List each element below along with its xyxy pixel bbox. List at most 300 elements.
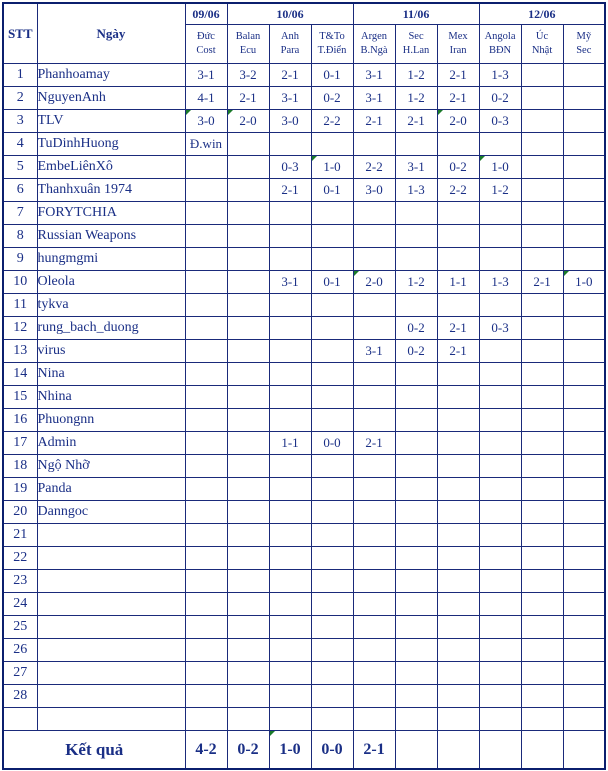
prediction-cell: 2-1 (437, 64, 479, 87)
prediction-cell: 1-1 (437, 271, 479, 294)
player-name: Nhina (37, 386, 185, 409)
ngay-header: Ngày (37, 3, 185, 64)
row-number: 2 (3, 87, 37, 110)
prediction-cell (395, 570, 437, 593)
match-header (395, 25, 437, 64)
match-team1: Sec (408, 31, 424, 42)
match-team1: Balan (235, 31, 261, 42)
row-number: 21 (3, 524, 37, 547)
prediction-cell (563, 156, 605, 179)
prediction-cell: 1-3 (479, 271, 521, 294)
prediction-cell (185, 409, 227, 432)
date-header: 10/06 (227, 3, 353, 25)
player-name: NguyenAnh (37, 87, 185, 110)
prediction-cell (395, 248, 437, 271)
prediction-cell (185, 570, 227, 593)
player-name: Admin (37, 432, 185, 455)
table-row (3, 248, 605, 271)
prediction-cell (395, 501, 437, 524)
prediction-cell (353, 202, 395, 225)
prediction-cell (521, 202, 563, 225)
prediction-cell (563, 708, 605, 731)
prediction-cell (395, 363, 437, 386)
player-name: Thanhxuân 1974 (37, 179, 185, 202)
prediction-cell (521, 386, 563, 409)
prediction-cell (437, 386, 479, 409)
prediction-cell (479, 662, 521, 685)
prediction-cell: 0-3 (269, 156, 311, 179)
match-header (479, 25, 521, 64)
prediction-cell (479, 432, 521, 455)
prediction-cell: 4-1 (185, 87, 227, 110)
table-row (3, 593, 605, 616)
prediction-cell (227, 708, 269, 731)
prediction-cell (311, 501, 353, 524)
prediction-cell: 1-0 (563, 271, 605, 294)
match-header (521, 25, 563, 64)
prediction-cell (563, 133, 605, 156)
prediction-cell (311, 662, 353, 685)
prediction-cell (479, 708, 521, 731)
player-name (37, 708, 185, 731)
prediction-cell (479, 363, 521, 386)
prediction-cell (185, 432, 227, 455)
prediction-cell (437, 593, 479, 616)
prediction-cell: 2-1 (437, 87, 479, 110)
result-score (479, 731, 521, 770)
prediction-cell (437, 708, 479, 731)
table-row (3, 662, 605, 685)
prediction-cell (269, 547, 311, 570)
prediction-cell (395, 639, 437, 662)
prediction-cell: 0-3 (479, 317, 521, 340)
prediction-cell (353, 501, 395, 524)
row-number: 9 (3, 248, 37, 271)
result-score: 0-2 (227, 731, 269, 770)
row-number: 17 (3, 432, 37, 455)
prediction-cell (185, 501, 227, 524)
prediction-cell (437, 294, 479, 317)
prediction-cell (353, 593, 395, 616)
player-name: Russian Weapons (37, 225, 185, 248)
prediction-cell (269, 662, 311, 685)
prediction-cell (311, 547, 353, 570)
prediction-cell (395, 708, 437, 731)
prediction-cell: 1-0 (311, 156, 353, 179)
prediction-cell (395, 133, 437, 156)
prediction-cell: 1-2 (479, 179, 521, 202)
prediction-cell (269, 294, 311, 317)
prediction-cell (269, 225, 311, 248)
prediction-cell (227, 547, 269, 570)
prediction-cell (185, 225, 227, 248)
prediction-cell (227, 662, 269, 685)
date-header: 11/06 (353, 3, 479, 25)
player-name: rung_bach_duong (37, 317, 185, 340)
prediction-cell: 2-2 (311, 110, 353, 133)
prediction-cell (353, 133, 395, 156)
prediction-cell (227, 294, 269, 317)
prediction-cell (227, 202, 269, 225)
prediction-cell: 3-1 (353, 64, 395, 87)
prediction-cell: 3-0 (269, 110, 311, 133)
prediction-cell (563, 478, 605, 501)
prediction-cell: 2-1 (227, 87, 269, 110)
result-score: 2-1 (353, 731, 395, 770)
row-number: 24 (3, 593, 37, 616)
prediction-cell (353, 386, 395, 409)
row-number: 10 (3, 271, 37, 294)
prediction-cell (479, 455, 521, 478)
prediction-cell (227, 179, 269, 202)
prediction-cell (227, 570, 269, 593)
prediction-cell (563, 202, 605, 225)
prediction-cell: 2-1 (353, 110, 395, 133)
player-name: Ngộ Nhỡ (37, 455, 185, 478)
prediction-cell (227, 317, 269, 340)
row-number: 19 (3, 478, 37, 501)
prediction-cell (521, 363, 563, 386)
prediction-cell (311, 340, 353, 363)
prediction-cell: 0-1 (311, 64, 353, 87)
prediction-cell (437, 570, 479, 593)
prediction-cell: 1-3 (479, 64, 521, 87)
prediction-cell (479, 225, 521, 248)
prediction-cell (479, 478, 521, 501)
prediction-cell (227, 340, 269, 363)
table-row (3, 616, 605, 639)
prediction-cell (311, 708, 353, 731)
prediction-cell (479, 202, 521, 225)
prediction-cell (521, 294, 563, 317)
player-name: hungmgmi (37, 248, 185, 271)
table-row (3, 455, 605, 478)
prediction-cell (227, 156, 269, 179)
player-name: tykva (37, 294, 185, 317)
prediction-cell (563, 225, 605, 248)
prediction-cell (521, 593, 563, 616)
prediction-cell (437, 225, 479, 248)
prediction-cell (227, 478, 269, 501)
match-team2: Ecu (239, 45, 257, 56)
prediction-cell (563, 524, 605, 547)
result-score (521, 731, 563, 770)
prediction-cell (395, 225, 437, 248)
prediction-cell: 3-1 (353, 87, 395, 110)
prediction-cell: 3-1 (269, 271, 311, 294)
prediction-cell (269, 524, 311, 547)
prediction-cell (521, 478, 563, 501)
prediction-cell (185, 386, 227, 409)
prediction-cell (521, 524, 563, 547)
match-team2: Cost (196, 45, 216, 56)
prediction-cell: 0-3 (479, 110, 521, 133)
prediction-cell (185, 593, 227, 616)
prediction-cell (395, 662, 437, 685)
prediction-cell (563, 455, 605, 478)
prediction-cell (395, 547, 437, 570)
prediction-cell (227, 593, 269, 616)
prediction-cell (521, 64, 563, 87)
prediction-cell (185, 455, 227, 478)
row-number: 13 (3, 340, 37, 363)
table-row (3, 133, 605, 156)
match-team2: B.Ngà (360, 45, 388, 56)
prediction-cell (185, 294, 227, 317)
prediction-cell (311, 202, 353, 225)
prediction-cell (437, 455, 479, 478)
prediction-cell: 0-2 (479, 87, 521, 110)
table-row (3, 225, 605, 248)
prediction-cell (185, 616, 227, 639)
result-score: 0-0 (311, 731, 353, 770)
player-name (37, 616, 185, 639)
table-row (3, 501, 605, 524)
prediction-cell: 1-0 (479, 156, 521, 179)
prediction-cell (521, 340, 563, 363)
row-number: 12 (3, 317, 37, 340)
prediction-cell (563, 386, 605, 409)
prediction-cell (185, 248, 227, 271)
prediction-cell (563, 110, 605, 133)
prediction-cell (563, 432, 605, 455)
prediction-cell (521, 87, 563, 110)
prediction-cell: 2-1 (437, 317, 479, 340)
prediction-cell (353, 662, 395, 685)
match-header (269, 25, 311, 64)
match-team2: BĐN (488, 45, 512, 56)
prediction-cell (563, 662, 605, 685)
prediction-cell (437, 363, 479, 386)
prediction-cell (437, 616, 479, 639)
prediction-cell (479, 570, 521, 593)
prediction-cell (311, 593, 353, 616)
prediction-cell (311, 616, 353, 639)
prediction-cell (185, 271, 227, 294)
prediction-cell: 2-2 (437, 179, 479, 202)
player-name: Nina (37, 363, 185, 386)
prediction-cell (479, 685, 521, 708)
prediction-cell (521, 110, 563, 133)
prediction-cell (227, 248, 269, 271)
prediction-cell (185, 340, 227, 363)
prediction-cell (521, 662, 563, 685)
row-number: 16 (3, 409, 37, 432)
prediction-cell: 1-2 (395, 87, 437, 110)
row-number: 4 (3, 133, 37, 156)
player-name (37, 662, 185, 685)
result-score (563, 731, 605, 770)
prediction-cell: 2-1 (521, 271, 563, 294)
prediction-cell: 3-1 (269, 87, 311, 110)
result-score (395, 731, 437, 770)
prediction-cell: 3-1 (185, 64, 227, 87)
prediction-cell (227, 501, 269, 524)
prediction-cell (353, 294, 395, 317)
row-number: 15 (3, 386, 37, 409)
prediction-cell (479, 547, 521, 570)
prediction-cell (521, 639, 563, 662)
prediction-cell: 3-0 (353, 179, 395, 202)
prediction-cell (437, 248, 479, 271)
prediction-cell (269, 570, 311, 593)
prediction-cell (311, 639, 353, 662)
prediction-cell (353, 225, 395, 248)
prediction-cell (437, 478, 479, 501)
prediction-cell (479, 501, 521, 524)
prediction-cell (311, 455, 353, 478)
prediction-cell: 2-1 (353, 432, 395, 455)
table-row (3, 409, 605, 432)
prediction-cell (185, 478, 227, 501)
prediction-cell (395, 202, 437, 225)
prediction-cell: 3-1 (395, 156, 437, 179)
prediction-cell (311, 248, 353, 271)
prediction-cell (563, 570, 605, 593)
prediction-cell (269, 639, 311, 662)
prediction-cell (227, 524, 269, 547)
row-number: 3 (3, 110, 37, 133)
match-team1: Argen (361, 31, 388, 42)
table-row (3, 386, 605, 409)
table-row (3, 432, 605, 455)
prediction-cell (185, 547, 227, 570)
prediction-cell (185, 639, 227, 662)
match-team1: Angola (484, 31, 516, 42)
player-name: Oleola (37, 271, 185, 294)
prediction-cell (269, 501, 311, 524)
prediction-cell (521, 547, 563, 570)
prediction-cell: 0-2 (395, 317, 437, 340)
prediction-cell: 2-1 (437, 340, 479, 363)
prediction-cell (353, 317, 395, 340)
prediction-cell (269, 409, 311, 432)
match-team1: Đức (197, 31, 215, 42)
prediction-cell (437, 501, 479, 524)
row-number: 22 (3, 547, 37, 570)
result-score: 1-0 (269, 731, 311, 770)
match-header (227, 25, 269, 64)
match-header (353, 25, 395, 64)
prediction-cell (269, 202, 311, 225)
player-name: EmbeLiênXô (37, 156, 185, 179)
match-team1: Anh (280, 31, 300, 42)
player-name (37, 685, 185, 708)
prediction-cell (437, 524, 479, 547)
prediction-cell (437, 133, 479, 156)
player-name (37, 593, 185, 616)
prediction-cell (437, 432, 479, 455)
row-number: 27 (3, 662, 37, 685)
prediction-cell (311, 478, 353, 501)
prediction-cell (185, 524, 227, 547)
prediction-cell: 2-0 (437, 110, 479, 133)
result-score (437, 731, 479, 770)
prediction-cell (563, 340, 605, 363)
prediction-cell (521, 616, 563, 639)
prediction-cell (353, 570, 395, 593)
table-row (3, 202, 605, 225)
prediction-cell (395, 593, 437, 616)
prediction-cell (479, 294, 521, 317)
prediction-cell (269, 685, 311, 708)
prediction-cell (563, 64, 605, 87)
table-row (3, 708, 605, 731)
prediction-cell (563, 593, 605, 616)
prediction-cell (311, 363, 353, 386)
prediction-cell (395, 409, 437, 432)
row-number: 20 (3, 501, 37, 524)
player-name (37, 570, 185, 593)
table-row (3, 294, 605, 317)
prediction-cell (521, 455, 563, 478)
prediction-cell (521, 685, 563, 708)
row-number: 26 (3, 639, 37, 662)
row-number: 25 (3, 616, 37, 639)
prediction-cell (437, 202, 479, 225)
prediction-cell (395, 386, 437, 409)
prediction-cell (563, 616, 605, 639)
prediction-cell (479, 133, 521, 156)
prediction-cell (563, 317, 605, 340)
prediction-cell (311, 570, 353, 593)
prediction-cell (437, 409, 479, 432)
prediction-cell (353, 685, 395, 708)
prediction-cell (353, 478, 395, 501)
row-number: 18 (3, 455, 37, 478)
match-team2: T.Điển (317, 45, 347, 56)
prediction-cell: 0-2 (311, 87, 353, 110)
prediction-cell (395, 294, 437, 317)
prediction-cell: 3-2 (227, 64, 269, 87)
prediction-cell: 2-0 (353, 271, 395, 294)
player-name (37, 639, 185, 662)
prediction-cell (521, 501, 563, 524)
row-number: 5 (3, 156, 37, 179)
prediction-cell (437, 685, 479, 708)
prediction-cell: 1-2 (395, 271, 437, 294)
prediction-cell (227, 225, 269, 248)
player-name: Danngoc (37, 501, 185, 524)
prediction-cell (353, 363, 395, 386)
prediction-cell (521, 248, 563, 271)
prediction-cell (311, 386, 353, 409)
prediction-cell (479, 386, 521, 409)
player-name: virus (37, 340, 185, 363)
prediction-cell: 3-1 (353, 340, 395, 363)
table-row (3, 547, 605, 570)
prediction-cell (227, 133, 269, 156)
prediction-cell (269, 317, 311, 340)
prediction-cell (479, 409, 521, 432)
date-header: 09/06 (185, 3, 227, 25)
row-number: 6 (3, 179, 37, 202)
table-row (3, 156, 605, 179)
table-row (3, 110, 605, 133)
prediction-cell (563, 363, 605, 386)
row-number: 14 (3, 363, 37, 386)
prediction-cell (563, 685, 605, 708)
result-label: Kết quả (3, 731, 185, 770)
prediction-cell (437, 662, 479, 685)
row-number: 28 (3, 685, 37, 708)
prediction-cell (227, 639, 269, 662)
prediction-cell (437, 547, 479, 570)
prediction-cell (311, 524, 353, 547)
player-name (37, 524, 185, 547)
row-number: 7 (3, 202, 37, 225)
match-team1: Mỹ (576, 31, 592, 42)
